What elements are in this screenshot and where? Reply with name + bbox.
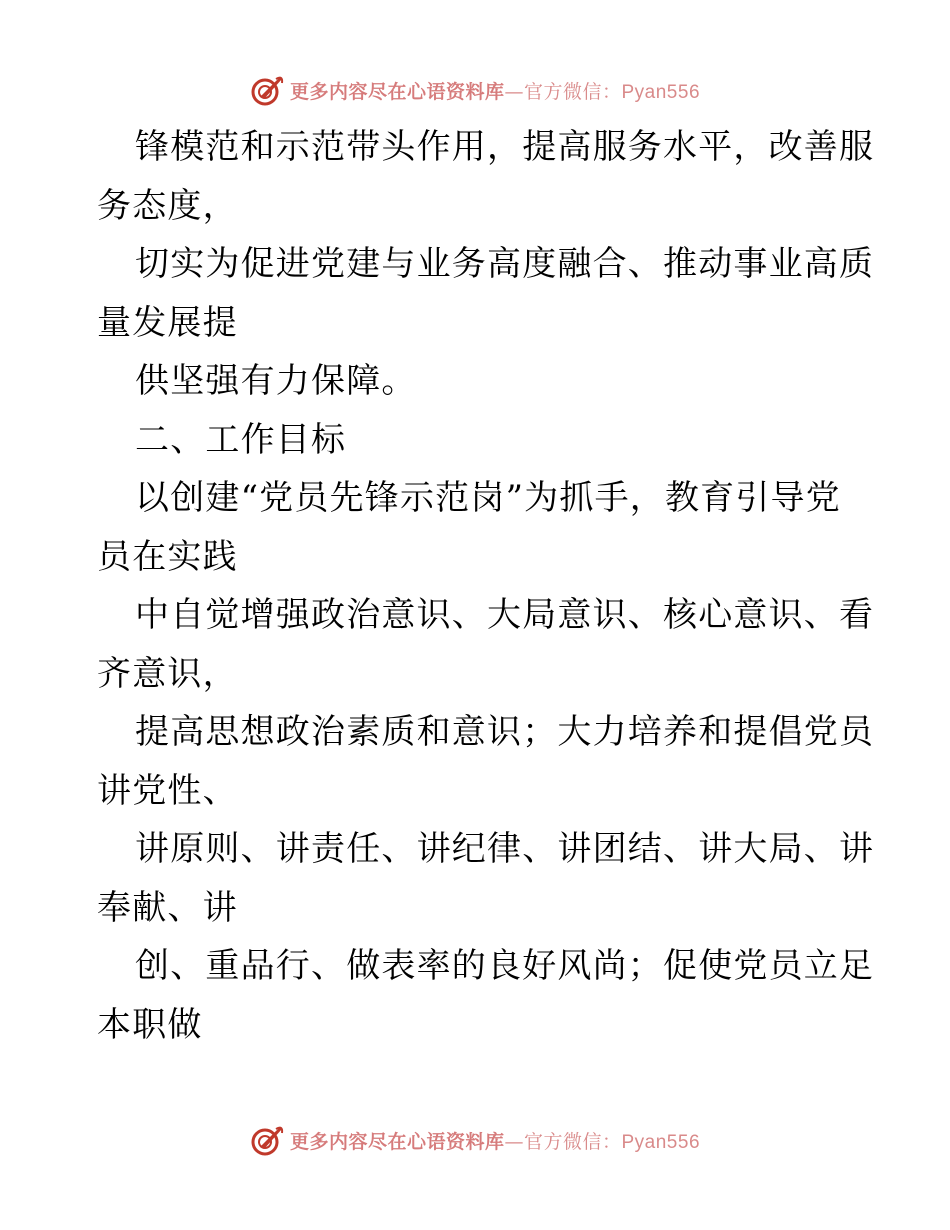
footer-banner-text [290,1127,700,1154]
text-line: 切实为促进党建与业务高度融合、推动事业高质 [135,244,875,284]
text-line: 员在实践 [97,536,238,577]
footer-brand-text: 更多内容尽在心语资料库 [289,1130,505,1153]
header-brand-text: 更多内容尽在心语资料库 [289,80,505,103]
quill-pen-logo-icon [250,1123,284,1157]
header-banner [0,70,950,110]
text-line: 锋模范和示范带头作用，提高服务水平，改善服 [135,127,875,167]
text-line: 中自觉增强政治意识、大局意识、核心意识、看 [135,595,875,635]
footer-contact-label: 官方微信： [523,1130,622,1153]
text-line: 讲原则、讲责任、讲纪律、讲团结、讲大局、讲 [135,829,875,869]
footer-separator: — [504,1130,524,1153]
header-contact-id: Pyan556 [621,81,701,103]
text-line: 量发展提 [97,302,238,343]
text-line: 二、工作目标 [135,419,347,460]
header-banner-text [290,77,700,104]
document-body [97,118,875,1054]
quill-pen-logo-icon [250,73,284,107]
text-line: 讲党性、 [97,770,238,811]
text-line: 奉献、讲 [97,887,238,928]
text-line: 以创建“党员先锋示范岗”为抓手，教育引导党 [135,478,841,518]
header-banner-content [250,73,700,107]
footer-banner [0,1120,950,1160]
text-line: 本职做 [97,1004,203,1045]
footer-contact-id: Pyan556 [621,1131,701,1153]
footer-banner-content [250,1123,700,1157]
text-line: 务态度， [97,185,238,226]
header-contact-label: 官方微信： [523,80,622,103]
header-separator: — [504,80,524,103]
text-line: 齐意识， [97,653,238,694]
text-line: 创、重品行、做表率的良好风尚；促使党员立足 [135,946,875,986]
text-line: 供坚强有力保障。 [135,361,417,401]
text-line: 提高思想政治素质和意识；大力培养和提倡党员 [135,712,875,752]
